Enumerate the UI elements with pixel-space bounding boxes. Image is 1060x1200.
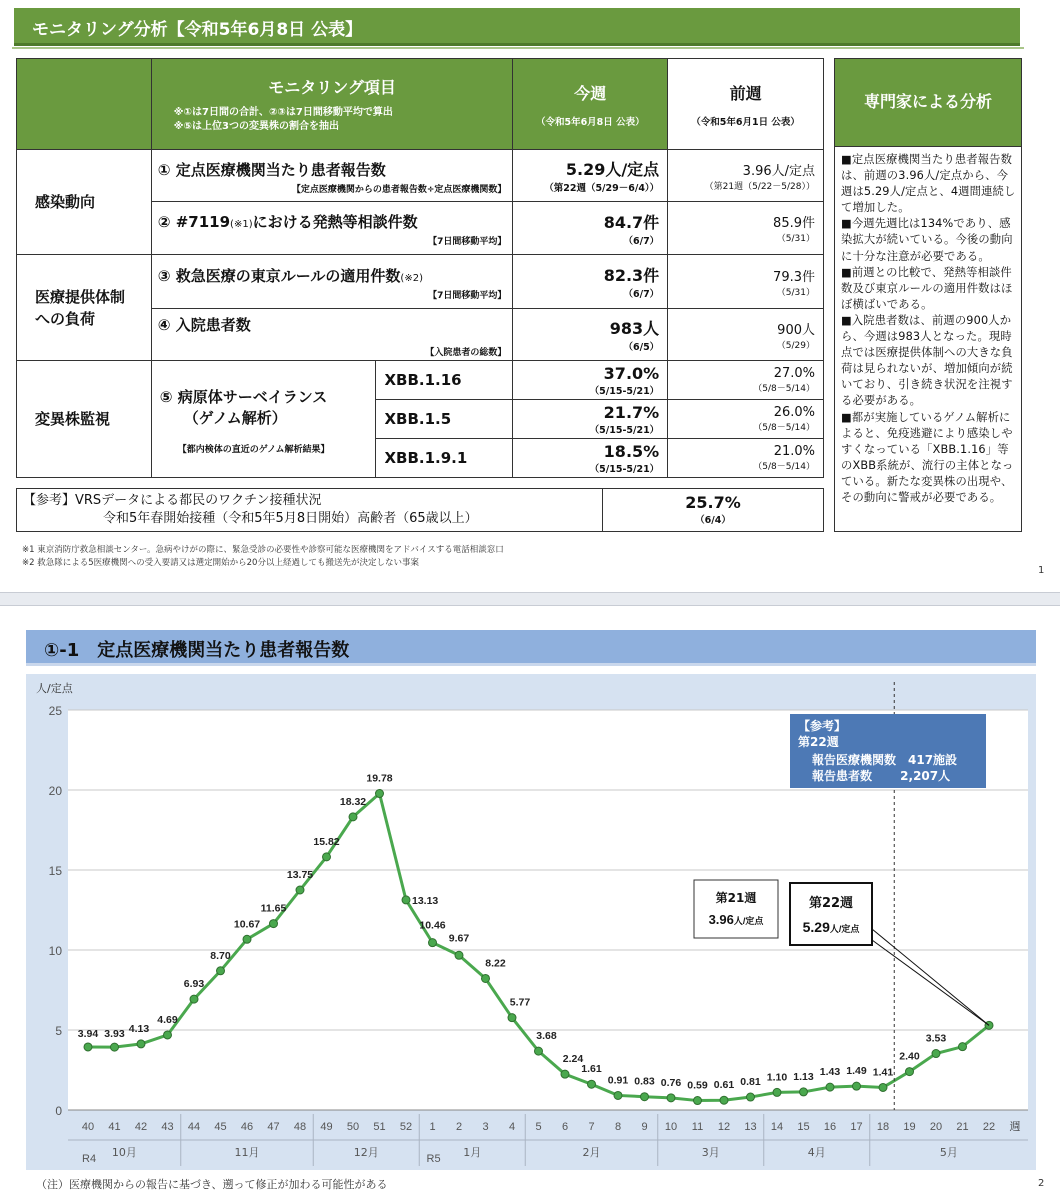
data-point: [800, 1088, 808, 1096]
data-label: 1.10: [766, 1071, 788, 1084]
x-tick-label: 46: [240, 1121, 254, 1133]
current-period: （5/15-5/21）: [589, 424, 660, 436]
item-label-cont: における発熱等相談件数: [252, 213, 418, 231]
slide-2: [0, 606, 1060, 1200]
line-chart: [26, 674, 1036, 1170]
x-tick-label: 47: [267, 1121, 280, 1133]
data-point: [588, 1080, 596, 1088]
item-label: ③ 救急医療の東京ルールの適用件数: [157, 266, 401, 285]
current-value: 84.7件: [603, 212, 660, 232]
data-point: [190, 995, 198, 1003]
data-label: 3.68: [536, 1030, 557, 1043]
current-value: 21.7%: [603, 402, 660, 422]
variant-name: XBB.1.5: [376, 400, 513, 439]
x-tick-label: 4: [508, 1121, 516, 1133]
data-point: [614, 1091, 622, 1099]
data-label: 1.41: [872, 1066, 894, 1079]
data-point: [720, 1096, 728, 1104]
data-label: 3.94: [77, 1027, 99, 1040]
previous-cell: [668, 202, 824, 255]
reference-date: （6/4）: [695, 515, 731, 526]
slide-title: ①-1 定点医療機関当たり患者報告数: [26, 630, 1036, 666]
data-label: 1.61: [581, 1063, 602, 1076]
data-point: [243, 935, 251, 943]
x-tick-label: 6: [561, 1121, 569, 1133]
header-blank: [17, 59, 152, 150]
x-tick-label: 19: [903, 1121, 916, 1133]
y-tick-label: 20: [48, 784, 62, 798]
data-point: [429, 939, 437, 947]
previous-label: 前週: [729, 83, 762, 103]
previous-cell: [668, 361, 824, 400]
footnotes: [22, 544, 504, 570]
item-label: ④ 入院患者数: [157, 315, 251, 334]
data-label: 0.83: [634, 1075, 655, 1088]
category-infection: 感染動向: [17, 150, 152, 255]
item-note: 【都内検体の直近のゲノム解析結果】: [177, 444, 330, 455]
previous-period: （5/8－5/14）: [753, 462, 815, 472]
data-point: [349, 813, 357, 821]
current-value: 37.0%: [603, 363, 660, 383]
data-label: 3.93: [104, 1028, 125, 1041]
expert-paragraph: ■都が実施しているゲノム解析によると、免疫逃避により感染しやすくなっている「XBB.1.16」等のXBB系統が、流行の主体となっている。新たな変異株の出現や、その動向に警戒が必要である。: [841, 410, 1014, 504]
previous-period: （5/31）: [776, 234, 815, 244]
previous-value: 85.9件: [773, 216, 815, 231]
month-label: 4月: [807, 1146, 826, 1159]
data-point: [323, 853, 331, 861]
x-tick-label: 50: [346, 1121, 360, 1133]
current-period: （第22週（5/29－6/4））: [544, 183, 660, 194]
previous-value: 3.96人/定点: [742, 163, 815, 179]
previous-cell: [668, 150, 824, 202]
x-tick-label: 42: [134, 1121, 148, 1133]
x-tick-label: 22: [982, 1121, 996, 1133]
era-label: R5: [426, 1153, 441, 1165]
y-tick-label: 15: [48, 864, 62, 878]
header-previous: [668, 59, 824, 150]
current-period: （6/7）: [623, 289, 660, 300]
data-point: [217, 967, 225, 975]
data-point: [826, 1083, 834, 1091]
current-cell: [513, 361, 668, 400]
data-label: 19.78: [366, 772, 393, 785]
x-tick-label: 2: [455, 1121, 463, 1133]
item-row: [151, 309, 513, 361]
reference-box-line: 報告医療機関数 417施設: [812, 753, 958, 767]
category-variant: 変異株監視: [17, 361, 152, 478]
x-tick-label: 11: [691, 1121, 704, 1133]
reference-value: 25.7%: [685, 493, 741, 512]
x-tick-label: 10: [664, 1121, 678, 1133]
data-point: [879, 1083, 887, 1091]
previous-value: 27.0%: [773, 366, 815, 381]
data-label: 15.82: [313, 835, 340, 848]
data-point: [164, 1031, 172, 1039]
category-line: 医療提供体制: [35, 287, 126, 306]
x-tick-label: 20: [929, 1121, 943, 1133]
surveillance-label: ⑤ 病原体サーベイランス: [159, 387, 328, 406]
header-items: [151, 59, 513, 150]
previous-period: （第21週（5/22－5/28））: [704, 181, 815, 192]
expert-paragraph: ■今週先週比は134%であり、感染拡大が続いている。今後の動向に十分な注意が必要である。: [841, 217, 1013, 263]
data-label: 6.93: [183, 978, 205, 991]
header-current: [513, 59, 668, 150]
previous-value: 26.0%: [773, 405, 815, 420]
current-cell: [513, 150, 668, 202]
x-tick-label: 9: [641, 1121, 648, 1133]
data-point: [932, 1050, 940, 1058]
data-point: [111, 1043, 119, 1051]
items-label: モニタリング項目: [268, 77, 396, 97]
expert-paragraph: ■前週との比較で、発熱等相談件数及び東京ルールの適用件数はほぼ横ばいである。: [841, 265, 1013, 311]
previous-period: （5/31）: [776, 287, 815, 298]
data-point: [906, 1068, 914, 1076]
data-label: 0.61: [713, 1079, 735, 1092]
monitoring-table: [16, 58, 824, 478]
previous-cell: [668, 309, 824, 361]
data-label: 9.67: [448, 932, 470, 945]
x-tick-label: 1: [429, 1121, 436, 1133]
x-tick-label: 49: [320, 1121, 333, 1133]
x-tick-label: 13: [744, 1121, 757, 1133]
items-note: ※①は7日間の合計、②③は7日間移動平均で算出: [173, 106, 393, 118]
item-footnote-ref: (※2): [400, 272, 423, 284]
previous-value: 900人: [777, 322, 815, 338]
current-period: （6/7）: [623, 235, 660, 247]
data-label: 13.75: [286, 869, 314, 881]
current-sub: （令和5年6月8日 公表）: [535, 116, 645, 128]
data-label: 10.67: [233, 918, 261, 931]
category-medical: [17, 255, 152, 361]
data-label: 3.53: [925, 1032, 947, 1045]
reference-line: 【参考】VRSデータによる都民のワクチン接種状況: [23, 493, 322, 508]
current-cell: [513, 309, 668, 361]
month-label: 10月: [111, 1146, 137, 1159]
item-row: [151, 150, 513, 202]
x-tick-label: 45: [214, 1121, 227, 1133]
x-tick-label: 7: [588, 1121, 595, 1133]
expert-paragraph: ■入院患者数は、前週の900人から、今週は983人となった。現時点では医療提供体制への大きな負荷は見られないが、増加傾向が続いており、引き続き状況を注視する必要がある。: [841, 313, 1013, 408]
current-cell: [513, 202, 668, 255]
current-period: （5/15-5/21）: [589, 463, 660, 475]
data-point: [561, 1070, 569, 1078]
x-tick-label: 18: [876, 1121, 890, 1133]
data-point: [270, 920, 278, 928]
item-note: 【7日間移動平均】: [428, 237, 507, 247]
previous-cell: [668, 439, 824, 478]
data-point: [296, 886, 304, 894]
current-period: （5/15-5/21）: [589, 385, 660, 397]
data-point: [694, 1097, 702, 1105]
item-note: 【定点医療機関からの患者報告数÷定点医療機関数】: [291, 184, 507, 195]
data-point: [641, 1093, 649, 1101]
x-tick-label: 5: [535, 1121, 542, 1133]
x-tick-label: 15: [797, 1121, 810, 1133]
surveillance-item: [151, 361, 376, 478]
data-label: 1.49: [846, 1065, 867, 1078]
month-label: 5月: [939, 1146, 958, 1159]
item-row: [151, 255, 513, 309]
current-label: 今週: [574, 83, 607, 103]
month-label: 2月: [582, 1146, 601, 1159]
y-tick-label: 25: [48, 704, 62, 718]
data-label: 1.43: [819, 1066, 841, 1079]
vaccination-reference: [16, 488, 824, 532]
data-point: [455, 951, 463, 959]
x-tick-label: 8: [614, 1121, 622, 1133]
x-tick-label: 3: [482, 1121, 489, 1133]
y-tick-label: 10: [48, 944, 62, 958]
previous-value: 21.0%: [773, 444, 815, 459]
category-line: への負荷: [35, 309, 96, 328]
data-point: [747, 1093, 755, 1101]
callout-value: 3.96人/定点: [708, 912, 764, 927]
item-label: ① 定点医療機関当たり患者報告数: [157, 160, 386, 179]
data-label: 0.81: [740, 1076, 761, 1089]
callout-title: 第22週: [808, 896, 854, 911]
current-cell: [513, 255, 668, 309]
data-point: [853, 1082, 861, 1090]
callout-week21: [694, 880, 778, 938]
current-period: （6/5）: [623, 342, 660, 353]
variant-name: XBB.1.9.1: [376, 439, 513, 478]
month-label: 1月: [463, 1146, 482, 1159]
data-label: 11.65: [260, 902, 287, 915]
data-point: [402, 896, 410, 904]
previous-cell: [668, 400, 824, 439]
expert-paragraph: ■定点医療機関当たり患者報告数は、前週の3.96人/定点から、今週は5.29人/定点と、4週間連続して増加した。: [841, 153, 1016, 215]
slide-1: [0, 0, 1060, 592]
data-label: 8.70: [210, 949, 231, 962]
item-note: 【7日間移動平均】: [428, 290, 507, 301]
previous-cell: [668, 255, 824, 309]
data-point: [667, 1094, 675, 1102]
current-cell: [513, 439, 668, 478]
expert-analysis: [834, 58, 1022, 532]
previous-period: （5/8－5/14）: [753, 384, 815, 394]
surveillance-label-sub: （ゲノム解析）: [183, 408, 287, 427]
data-label: 8.22: [485, 957, 506, 970]
data-label: 0.91: [607, 1074, 629, 1087]
previous-period: （5/8－5/14）: [753, 423, 815, 433]
current-cell: [513, 400, 668, 439]
page-number: 1: [1038, 565, 1045, 576]
x-tick-label: 17: [850, 1121, 863, 1133]
callout-week22: [790, 883, 872, 945]
month-label: 11月: [234, 1146, 260, 1159]
data-label: 2.24: [562, 1053, 584, 1066]
data-point: [773, 1088, 781, 1096]
data-point: [959, 1043, 967, 1051]
x-tick-label: 14: [770, 1121, 784, 1133]
data-point: [376, 790, 384, 798]
slide-title: モニタリング分析【令和5年6月8日 公表】: [14, 8, 1020, 46]
data-point: [482, 974, 490, 982]
data-label: 5.77: [509, 996, 531, 1009]
current-value: 5.29人/定点: [565, 160, 660, 179]
data-point: [84, 1043, 92, 1051]
item-footnote-ref: (※1): [230, 219, 253, 230]
current-value: 983人: [609, 319, 660, 338]
item-row: [151, 202, 513, 255]
x-tick-label: 16: [823, 1121, 837, 1133]
reference-box-line: 第22週: [798, 735, 839, 749]
data-label: 0.59: [687, 1079, 708, 1092]
previous-value: 79.3件: [773, 269, 815, 285]
x-axis-label: 週: [1009, 1120, 1021, 1133]
data-label: 18.32: [339, 795, 367, 808]
x-tick-label: 43: [161, 1121, 174, 1133]
current-value: 18.5%: [603, 441, 660, 461]
reference-line: 令和5年春開始接種（令和5年5月8日開始）高齢者（65歳以上）: [103, 511, 478, 526]
month-label: 3月: [701, 1146, 720, 1159]
expert-title: 専門家による分析: [835, 59, 1021, 147]
data-point: [137, 1040, 145, 1048]
data-label: 2.40: [899, 1050, 920, 1063]
y-axis-label: 人/定点: [36, 682, 73, 695]
items-note: ※⑤は上位3つの変異株の割合を抽出: [173, 120, 339, 132]
x-tick-label: 48: [293, 1121, 307, 1133]
reference-text: [17, 489, 603, 531]
item-note: 【入院患者の総数】: [425, 347, 507, 358]
variant-name: XBB.1.16: [376, 361, 513, 400]
chart-panel: [26, 674, 1036, 1170]
item-label: ② #7119: [157, 213, 231, 231]
x-tick-label: 52: [399, 1121, 413, 1133]
y-tick-label: 0: [55, 1104, 62, 1118]
previous-period: （5/29）: [776, 340, 815, 351]
data-label: 0.76: [660, 1076, 682, 1089]
reference-box-line: 【参考】: [798, 719, 847, 733]
chart-note: （注）医療機関からの報告に基づき、遡って修正が加わる可能性がある: [36, 1178, 388, 1191]
data-label: 13.13: [412, 894, 439, 907]
page-number: 2: [1038, 1178, 1045, 1189]
reference-value-cell: [604, 489, 822, 531]
data-point: [508, 1014, 516, 1022]
month-label: 12月: [353, 1146, 379, 1159]
era-label: R4: [82, 1153, 97, 1165]
x-tick-label: 12: [717, 1121, 731, 1133]
data-label: 1.13: [793, 1070, 814, 1083]
data-label: 4.13: [128, 1022, 150, 1035]
x-tick-label: 21: [956, 1121, 969, 1133]
data-label: 4.69: [157, 1013, 178, 1026]
data-point: [535, 1047, 543, 1055]
footnote: ※2 救急隊による5医療機関への受入要請又は選定開始から20分以上経過しても搬送先が決定しない事案: [22, 558, 419, 568]
x-tick-label: 41: [108, 1121, 121, 1133]
callout-value: 5.29人/定点: [802, 919, 860, 935]
current-value: 82.3件: [603, 266, 660, 285]
expert-text: [835, 147, 1021, 506]
page-separator: [0, 592, 1060, 606]
x-tick-label: 40: [81, 1121, 95, 1133]
previous-sub: （令和5年6月1日 公表）: [691, 116, 800, 128]
x-tick-label: 51: [373, 1121, 386, 1133]
y-tick-label: 5: [55, 1024, 62, 1038]
x-tick-label: 44: [187, 1121, 201, 1133]
reference-box-line: 報告患者数 2,207人: [812, 769, 951, 783]
data-label: 10.46: [419, 919, 446, 932]
footnote: ※1 東京消防庁救急相談センター。急病やけがの際に、緊急受診の必要性や診察可能な医療機関をアドバイスする電話相談窓口: [22, 545, 504, 555]
callout-title: 第21週: [715, 891, 757, 905]
